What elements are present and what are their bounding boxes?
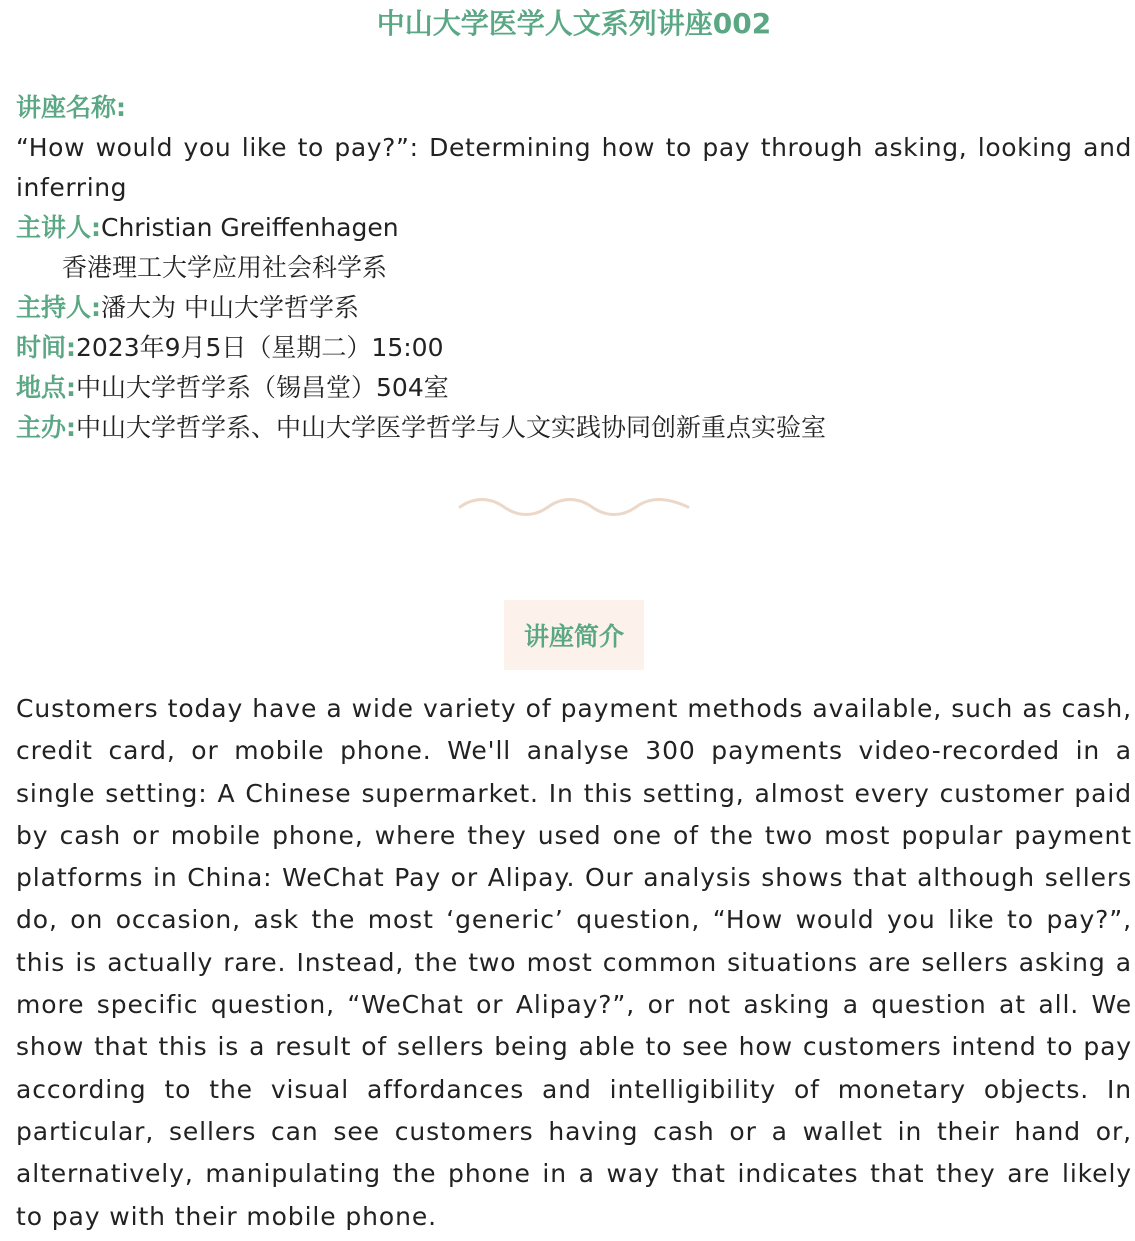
host-row bbox=[16, 288, 1132, 328]
location-row bbox=[16, 368, 1132, 408]
lecture-info bbox=[16, 0, 1132, 448]
organizer-row bbox=[16, 408, 1132, 448]
speaker-affiliation: 香港理工大学应用社会科学系 bbox=[62, 253, 388, 282]
time: 2023年9月5日（星期二）15:00 bbox=[76, 333, 444, 362]
speaker-name: Christian Greiffenhagen bbox=[101, 213, 399, 242]
organizer: 中山大学哲学系、中山大学医学哲学与人文实践协同创新重点实验室 bbox=[76, 413, 827, 442]
speaker-label: 主讲人: bbox=[16, 213, 101, 242]
section-title-badge bbox=[504, 600, 644, 670]
host-label: 主持人: bbox=[16, 293, 101, 322]
organizer-label: 主办: bbox=[16, 413, 76, 442]
lecture-name: “How would you like to pay?”: Determining how to pay through asking, looking and inferring bbox=[16, 133, 1132, 202]
location: 中山大学哲学系（锡昌堂）504室 bbox=[76, 373, 449, 402]
speaker-row bbox=[16, 208, 1132, 248]
host: 潘大为 中山大学哲学系 bbox=[101, 293, 359, 322]
time-label: 时间: bbox=[16, 333, 76, 362]
lecture-name-row bbox=[16, 88, 1132, 128]
wave-divider-icon bbox=[456, 495, 692, 519]
location-label: 地点: bbox=[16, 373, 76, 402]
intro-paragraph: Customers today have a wide variety of payment methods available, such as cash, credit card, or mobile phone. We'll analyse 300 payments video-recorded in a single setting: A Chinese supermarket. In this setting, almost every customer paid by cash or mobile phone, where they used one of the two most popular payment platforms in China: WeChat Pay or Alipay. Our analysis shows that although sellers do, on occasion, ask the most ‘generic’ question, “How would you like to pay?”, this is actually rare. Instead, the two most common situations are sellers asking a more specific question, “WeChat or Alipay?”, or not asking a question at all. We show that this is a result of sellers being able to see how customers intend to pay according to the visual affordances and intelligibility of monetary objects. In particular, sellers can see customers having cash or a wallet in their hand or, alternatively, manipulating the phone in a way that indicates that they are likely to pay with their mobile phone. bbox=[16, 694, 1132, 1231]
lecture-name-label: 讲座名称: bbox=[16, 93, 126, 122]
section-title: 讲座简介 bbox=[523, 622, 624, 651]
page-title: 中山大学医学人文系列讲座002 bbox=[376, 7, 772, 40]
time-row bbox=[16, 328, 1132, 368]
